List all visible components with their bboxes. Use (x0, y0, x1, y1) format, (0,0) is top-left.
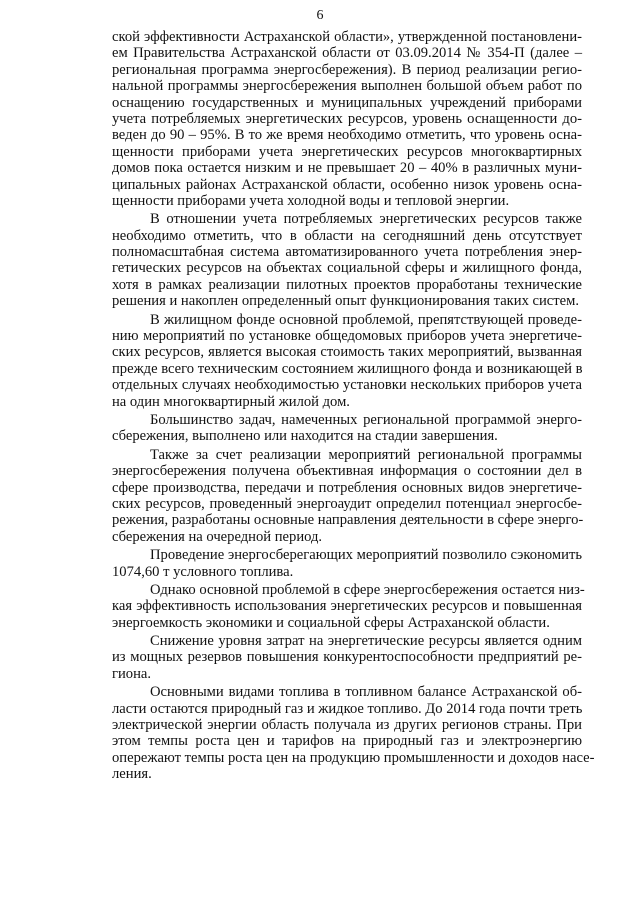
paragraph (112, 447, 582, 545)
text-line: ской эффективности Астраханской области», утвержденной постановлени- (112, 29, 582, 45)
text-line: энергоемкость экономики и социальной сферы Астраханской области. (112, 614, 550, 631)
text-line: веден до 90 – 95%. В то же время необходимо отметить, что уровень осна- (112, 127, 582, 144)
page-number: 6 (316, 8, 324, 23)
text-line: сфере производства, передачи и потребления основных видов энергетиче- (112, 479, 582, 496)
text-line: ем Правительства Астраханской области от 03.09.2014 № 354-П (далее – (112, 45, 582, 62)
text-line: режения, разработаны основные направления деятельности в сфере энерго- (112, 512, 584, 529)
text-line: Снижение уровня затрат на энергетические ресурсы является одним (150, 633, 582, 650)
text-line: кая эффективность использования энергетических ресурсов и повышенная (112, 598, 582, 615)
text-line: ципальных районах Астраханской области, особенно низок уровень осна- (112, 176, 582, 193)
text-line: сбережения на очередной период. (112, 528, 323, 545)
paragraph (112, 412, 582, 445)
text-line: ласти остаются природный газ и жидкое топливо. До 2014 года почти треть (112, 700, 583, 717)
text-line: щенности приборами учета холодной воды и тепловой энергии. (112, 192, 510, 209)
text-line: гетических ресурсов на объектах социальной сферы и жилищного фонда, (112, 260, 582, 277)
paragraph (112, 312, 582, 410)
text-line: гиона. (112, 665, 152, 682)
paragraph (112, 547, 582, 580)
text-line: хотя в рамках реализации пилотных проектов проработаны технические (112, 276, 582, 293)
text-line: полномасштабная система автоматизированного учета потребления энер- (112, 244, 582, 261)
text-line: на один многоквартирный жилой дом. (112, 393, 350, 410)
text-line: В жилищном фонде основной проблемой, препятствующей проведе- (150, 311, 582, 328)
text-line: опережают темпы роста цен на продукцию промышленности и доходов насе- (112, 749, 595, 766)
text-line: Однако основной проблемой в сфере энергосбережения остается низ- (150, 581, 585, 598)
text-line: из мощных резервов повышения конкурентоспособности предприятий ре- (112, 649, 582, 666)
text-line: ских ресурсов, проведенный энергоаудит определил потенциал энергосбе- (112, 495, 582, 512)
text-line: Основными видами топлива в топливном балансе Астраханской об- (150, 684, 582, 701)
text-line: отдельных случаях необходимостью установки нескольких приборов учета (112, 377, 582, 394)
paragraph (112, 684, 595, 783)
paragraph (112, 211, 582, 309)
text-line: ления. (112, 766, 152, 783)
text-line: щенности приборами учета энергетических ресурсов многоквартирных (112, 143, 582, 160)
text-line: этом темпы роста цен и тарифов на природный газ и электроэнергию (112, 733, 582, 750)
text-line: оснащению государственных и муниципальных учреждений приборами (112, 94, 582, 111)
text-line: нальной программы энергосбережения выполнен большой объем работ по (112, 78, 582, 95)
text-line: учета потребляемых энергетических ресурсов, уровень оснащенности до- (112, 110, 582, 127)
text-line: Большинство задач, намеченных региональной программой энерго- (150, 411, 582, 428)
text-line: Проведение энергосберегающих мероприятий позволило сэкономить (150, 547, 582, 564)
text-line: необходимо отметить, что в области на сегодняшний день отсутствует (112, 227, 582, 244)
text-line: 1074,60 т условного топлива. (112, 563, 294, 580)
text-line: ских ресурсов, является высокая стоимость таких мероприятий, вызванная (112, 344, 582, 361)
text-line: электрической энергии область получала из других регионов страны. При (112, 717, 582, 734)
document-body (112, 29, 595, 783)
text-line: региональная программа энергосбережения). В период реализации регио- (112, 61, 582, 78)
text-line: решения и накоплен определенный опыт функционирования таких систем. (112, 293, 580, 310)
text-line: Также за счет реализации мероприятий региональной программы (150, 446, 582, 463)
paragraph (112, 29, 582, 209)
paragraph (112, 581, 585, 631)
text-line: В отношении учета потребляемых энергетических ресурсов также (150, 211, 582, 228)
text-line: домов пока остается низким и не превышает 20 – 40% в различных муни- (112, 160, 582, 177)
text-line: энергосбережения получена объективная информация о состоянии дел в (112, 463, 582, 480)
paragraph (112, 633, 582, 682)
text-line: прежде всего техническим состоянием жилищного фонда и возникающей в (112, 360, 583, 377)
text-line: нию мероприятий по установке общедомовых приборов учета энергетиче- (112, 328, 582, 345)
text-line: сбережения, выполнено или находится на стадии завершения. (112, 428, 498, 445)
